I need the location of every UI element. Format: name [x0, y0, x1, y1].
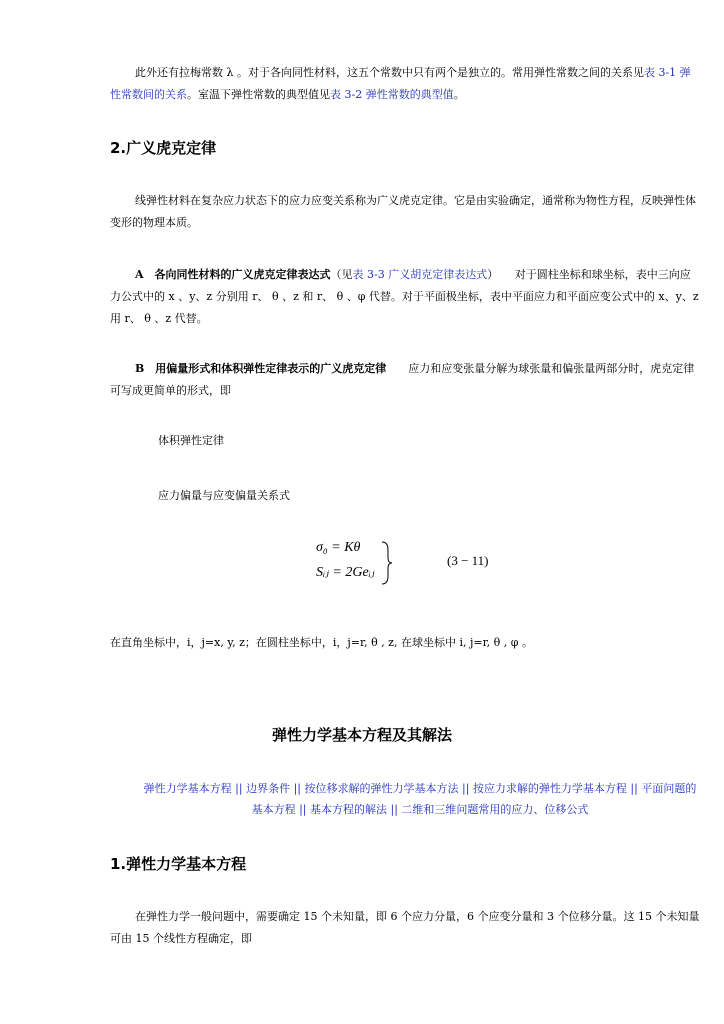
nav-link-boundary-conditions[interactable]: 边界条件 [246, 782, 291, 795]
intro-text-b: 。室温下弹性常数的典型值见 [187, 88, 330, 101]
unknowns-paragraph: 在弹性力学一般问题中，需要确定 15 个未知量，即 6 个应力分量，6 个应变分量和 3 个位移分量。这 15 个未知量可由 15 个线性方程确定，即 [110, 910, 700, 945]
paragraph-b [110, 358, 700, 402]
nav-separator: || [235, 782, 243, 795]
link-table-3-3[interactable]: 表 3-3 广义胡克定律表达式 [352, 268, 488, 281]
paragraph-a-close: ） [487, 268, 493, 281]
nav-link-basic-equations[interactable]: 弹性力学基本方程 [143, 782, 232, 795]
intro-text-c: 。 [453, 88, 465, 101]
paragraph-a [110, 264, 700, 330]
nav-separator: || [462, 782, 470, 795]
nav-link-stress-method[interactable]: 按应力求解的弹性力学基本方程 [472, 782, 627, 795]
paragraph-b-label: B 用偏量形式和体积弹性定律表示的广义虎克定律 [135, 362, 387, 375]
link-table-3-1[interactable]: 表 3-1 弹性常数间的关系 [110, 66, 691, 101]
equation-brace [380, 540, 394, 586]
nav-link-solution-methods[interactable]: 基本方程的解法 [310, 803, 387, 816]
link-table-3-2[interactable]: 表 3-2 弹性常数的典型值 [330, 88, 454, 101]
section-heading-hooke: 2.广义虎克定律 [110, 139, 217, 157]
equation-number: (3 − 11) [447, 553, 489, 568]
paragraph-a-label: A 各向同性材料的广义虎克定律表达式 [135, 268, 331, 281]
hooke-paragraph: 线弹性材料在复杂应力状态下的应力应变关系称为广义虎克定律。它是由实验确定，通常称为物性方程，反映弹性体变形的物理本质。 [110, 194, 696, 229]
deviator-relation-label: 应力偏量与应变偏量关系式 [158, 489, 290, 502]
nav-link-plane-problem[interactable]: 平面问题的基本方程 [251, 782, 697, 816]
section-nav [140, 778, 700, 820]
volume-elasticity-law: 体积弹性定律 [158, 434, 224, 447]
intro-paragraph [110, 62, 700, 106]
nav-separator: || [630, 782, 638, 795]
equation-line-1: σ₀ = Kθ [316, 540, 361, 555]
nav-separator: || [390, 803, 398, 816]
nav-separator: || [299, 803, 307, 816]
equation-line-2: Sᵢⱼ = 2Geᵢⱼ [316, 565, 375, 580]
paragraph-b-text: 应力和应变张量分解为球张量和偏张量两部分时，虎克定律可写成更简单的形式，即 [110, 362, 695, 397]
nav-link-common-formulas[interactable]: 二维和三维问题常用的应力、位移公式 [401, 803, 589, 816]
paragraph-a-open: （见 [330, 268, 353, 281]
paragraph-a-text: 对于圆柱坐标和球坐标，表中三向应力公式中的 x 、y、z 分别用 r、 θ 、z 和 r、 θ 、φ 代替。对于平面极坐标，表中平面应力和平面应变公式中的 x、y、z 用 r、 θ 、z 代替。 [110, 268, 699, 325]
coordinates-paragraph: 在直角坐标中，i，j=x, y, z；在圆柱坐标中，i，j=r, θ , z, 在球坐标中 i, j=r, θ , φ 。 [110, 636, 533, 649]
nav-separator: || [293, 782, 301, 795]
intro-text-a: 此外还有拉梅常数 λ 。对于各向同性材料，这五个常数中只有两个是独立的。常用弹性常数之间的关系见 [135, 66, 644, 79]
section-heading-basic-equations: 1.弹性力学基本方程 [110, 855, 247, 873]
page-title: 弹性力学基本方程及其解法 [271, 726, 452, 744]
nav-link-displacement-method[interactable]: 按位移求解的弹性力学基本方法 [304, 782, 459, 795]
